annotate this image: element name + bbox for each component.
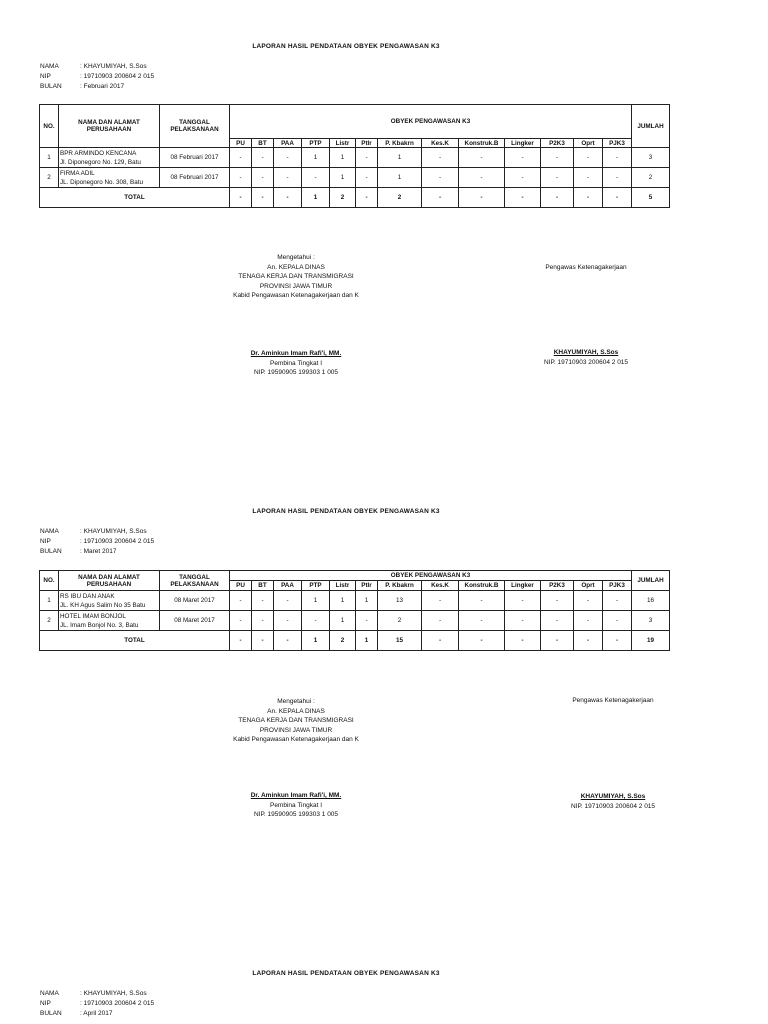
header-date: TANGGAL PELAKSANAAN bbox=[160, 571, 230, 591]
row-value: 2 bbox=[378, 611, 422, 631]
row-total: 3 bbox=[632, 611, 670, 631]
row-value: 1 bbox=[356, 591, 378, 611]
signature-left-name bbox=[196, 791, 396, 820]
signature-line: TENAGA KERJA DAN TRANSMIGRASI bbox=[238, 717, 354, 725]
row-total: 2 bbox=[632, 168, 670, 188]
row-value: 1 bbox=[302, 148, 330, 168]
header-no: NO. bbox=[40, 571, 59, 591]
total-value: - bbox=[505, 631, 541, 651]
report-meta bbox=[40, 527, 154, 556]
row-value: - bbox=[541, 591, 574, 611]
total-value: - bbox=[505, 188, 541, 208]
report-title: LAPORAN HASIL PENDATAAN OBYEK PENGAWASAN K3 bbox=[252, 508, 440, 515]
meta-key: NIP bbox=[40, 72, 51, 80]
company-address: JL. Diponegoro No. 308, Batu bbox=[60, 178, 143, 186]
signature-line: An. KEPALA DINAS bbox=[267, 263, 325, 271]
official-nip: NIP. 19590905 199303 1 005 bbox=[253, 811, 339, 819]
inspector-name: KHAYUMIYAH, S.Sos bbox=[580, 793, 646, 800]
company-name: BPR ARMINDO KENCANA bbox=[60, 149, 137, 157]
header-col: Konstruk.B bbox=[459, 139, 505, 148]
total-value: 1 bbox=[302, 188, 330, 208]
signature-left bbox=[196, 697, 396, 745]
row-value: - bbox=[505, 591, 541, 611]
row-value: - bbox=[356, 611, 378, 631]
total-value: - bbox=[574, 631, 603, 651]
row-value: - bbox=[603, 611, 632, 631]
official-nip: NIP. 19590905 199303 1 005 bbox=[253, 369, 339, 377]
row-value: - bbox=[422, 611, 459, 631]
row-value: - bbox=[603, 168, 632, 188]
total-value: - bbox=[541, 631, 574, 651]
row-value: 1 bbox=[378, 148, 422, 168]
company-name: RS IBU DAN ANAK bbox=[60, 592, 115, 600]
row-value: - bbox=[356, 148, 378, 168]
total-value: - bbox=[422, 631, 459, 651]
header-col: Lingker bbox=[505, 139, 541, 148]
total-row bbox=[40, 188, 670, 208]
header-col: Ptlr bbox=[356, 581, 378, 591]
signature-left bbox=[196, 253, 396, 301]
total-value: - bbox=[574, 188, 603, 208]
table-row bbox=[40, 168, 670, 188]
meta-value: : KHAYUMIYAH, S.Sos bbox=[80, 63, 147, 70]
header-col: P. Kbakrn bbox=[378, 139, 422, 148]
company-address: Jl. Diponegoro No. 129, Batu bbox=[60, 158, 141, 166]
total-value: - bbox=[274, 631, 302, 651]
company-cell bbox=[59, 148, 160, 168]
header-name: NAMA DAN ALAMAT PERUSAHAAN bbox=[59, 105, 160, 148]
header-col: PU bbox=[230, 139, 252, 148]
meta-key: NIP bbox=[40, 999, 51, 1007]
row-value: - bbox=[505, 148, 541, 168]
header-col: P2K3 bbox=[541, 139, 574, 148]
meta-value: : KHAYUMIYAH, S.Sos bbox=[80, 990, 147, 997]
inspector-title: Pengawas Ketenagakerjaan bbox=[545, 264, 627, 271]
total-value: - bbox=[230, 188, 252, 208]
row-value: - bbox=[459, 148, 505, 168]
header-col: PU bbox=[230, 581, 252, 591]
inspector-title: Pengawas Ketenagakerjaan bbox=[572, 697, 654, 704]
official-rank: Pembina Tingkat I bbox=[269, 801, 323, 809]
row-value: 13 bbox=[378, 591, 422, 611]
row-value: 1 bbox=[378, 168, 422, 188]
row-no: 1 bbox=[40, 148, 59, 168]
row-value: - bbox=[274, 148, 302, 168]
row-value: 1 bbox=[330, 168, 356, 188]
official-name: Dr. Aminkun Imam Rafi'i, MM. bbox=[250, 350, 342, 357]
k3-table bbox=[39, 104, 670, 208]
company-cell bbox=[59, 591, 160, 611]
meta-row bbox=[40, 1009, 154, 1019]
header-col: P2K3 bbox=[541, 581, 574, 591]
inspector-nip: NIP. 19710903 200604 2 015 bbox=[543, 358, 629, 366]
report-title: LAPORAN HASIL PENDATAAN OBYEK PENGAWASAN K3 bbox=[252, 970, 440, 977]
total-value: 1 bbox=[356, 631, 378, 651]
row-no: 1 bbox=[40, 591, 59, 611]
row-value: - bbox=[574, 168, 603, 188]
header-jumlah: JUMLAH bbox=[632, 571, 670, 591]
row-value: - bbox=[274, 611, 302, 631]
meta-row bbox=[40, 62, 154, 72]
meta-key: BULAN bbox=[40, 1009, 62, 1017]
row-value: - bbox=[603, 148, 632, 168]
total-value: 2 bbox=[330, 631, 356, 651]
header-col: Listr bbox=[330, 139, 356, 148]
row-value: - bbox=[252, 168, 274, 188]
company-name: FIRMA ADIL bbox=[60, 169, 95, 177]
row-date: 08 Maret 2017 bbox=[160, 611, 230, 631]
total-value: - bbox=[230, 631, 252, 651]
meta-value: : Maret 2017 bbox=[80, 547, 117, 555]
row-value: - bbox=[505, 168, 541, 188]
meta-row bbox=[40, 989, 154, 999]
row-value: - bbox=[459, 168, 505, 188]
header-jumlah: JUMLAH bbox=[632, 105, 670, 148]
meta-key: NIP bbox=[40, 537, 51, 545]
signature-line: Mengetahui : bbox=[277, 254, 315, 261]
row-value: - bbox=[230, 148, 252, 168]
row-value: - bbox=[422, 148, 459, 168]
row-value: - bbox=[459, 591, 505, 611]
total-value: - bbox=[459, 631, 505, 651]
header-col: Kes.K bbox=[422, 581, 459, 591]
header-col: Lingker bbox=[505, 581, 541, 591]
table-row bbox=[40, 611, 670, 631]
row-value: - bbox=[422, 591, 459, 611]
row-value: - bbox=[252, 591, 274, 611]
header-no: NO. bbox=[40, 105, 59, 148]
row-value: - bbox=[541, 148, 574, 168]
meta-row bbox=[40, 537, 154, 547]
header-row bbox=[40, 105, 670, 139]
meta-value: : 19710903 200604 2 015 bbox=[80, 537, 155, 545]
row-value: - bbox=[252, 148, 274, 168]
signature-right bbox=[506, 263, 666, 273]
header-date: TANGGAL PELAKSANAAN bbox=[160, 105, 230, 148]
inspector-name: KHAYUMIYAH, S.Sos bbox=[553, 349, 619, 356]
row-total: 3 bbox=[632, 148, 670, 168]
row-no: 2 bbox=[40, 168, 59, 188]
total-value: - bbox=[603, 631, 632, 651]
header-obyek: OBYEK PENGAWASAN K3 bbox=[230, 105, 632, 139]
signature-line: Kabid Pengawasan Ketenagakerjaan dan K bbox=[233, 292, 359, 300]
total-value: - bbox=[422, 188, 459, 208]
total-value: - bbox=[541, 188, 574, 208]
header-col: Konstruk.B bbox=[459, 581, 505, 591]
row-value: - bbox=[505, 611, 541, 631]
meta-value: : 19710903 200604 2 015 bbox=[80, 72, 155, 80]
company-cell bbox=[59, 611, 160, 631]
meta-row bbox=[40, 82, 154, 92]
header-row bbox=[40, 571, 670, 581]
table-row bbox=[40, 148, 670, 168]
row-value: - bbox=[459, 611, 505, 631]
report-meta bbox=[40, 62, 154, 91]
signature-line: Kabid Pengawasan Ketenagakerjaan dan K bbox=[233, 736, 359, 744]
signature-right bbox=[533, 696, 693, 706]
header-col: P. Kbakrn bbox=[378, 581, 422, 591]
signature-line: PROVINSI JAWA TIMUR bbox=[259, 282, 333, 290]
meta-row bbox=[40, 547, 154, 557]
row-value: - bbox=[274, 591, 302, 611]
grand-total: 19 bbox=[632, 631, 670, 651]
total-value: 15 bbox=[378, 631, 422, 651]
signature-left-name bbox=[196, 349, 396, 378]
row-date: 08 Februari 2017 bbox=[160, 168, 230, 188]
total-value: 1 bbox=[302, 631, 330, 651]
total-label: TOTAL bbox=[40, 188, 230, 208]
header-obyek: OBYEK PENGAWASAN K3 bbox=[230, 571, 632, 581]
row-value: - bbox=[574, 591, 603, 611]
row-value: 1 bbox=[330, 148, 356, 168]
row-value: - bbox=[574, 148, 603, 168]
row-no: 2 bbox=[40, 611, 59, 631]
header-col: Oprt bbox=[574, 581, 603, 591]
row-value: - bbox=[230, 591, 252, 611]
meta-value: : KHAYUMIYAH, S.Sos bbox=[80, 528, 147, 535]
total-value: 2 bbox=[378, 188, 422, 208]
company-name: HOTEL IMAM BONJOL bbox=[60, 612, 126, 620]
row-value: 1 bbox=[302, 591, 330, 611]
header-name: NAMA DAN ALAMAT PERUSAHAAN bbox=[59, 571, 160, 591]
header-col: PTP bbox=[302, 139, 330, 148]
report-title: LAPORAN HASIL PENDATAAN OBYEK PENGAWASAN K3 bbox=[252, 43, 440, 50]
row-value: - bbox=[302, 168, 330, 188]
meta-row bbox=[40, 527, 154, 537]
table-row bbox=[40, 591, 670, 611]
meta-row bbox=[40, 72, 154, 82]
total-value: - bbox=[252, 631, 274, 651]
header-col: Kes.K bbox=[422, 139, 459, 148]
row-value: - bbox=[230, 611, 252, 631]
header-col: PAA bbox=[274, 139, 302, 148]
row-value: - bbox=[252, 611, 274, 631]
total-value: - bbox=[274, 188, 302, 208]
header-col: Oprt bbox=[574, 139, 603, 148]
row-value: 1 bbox=[330, 611, 356, 631]
grand-total: 5 bbox=[632, 188, 670, 208]
signature-right-name bbox=[506, 348, 666, 367]
row-date: 08 Februari 2017 bbox=[160, 148, 230, 168]
meta-row bbox=[40, 999, 154, 1009]
official-rank: Pembina Tingkat I bbox=[269, 359, 323, 367]
row-date: 08 Maret 2017 bbox=[160, 591, 230, 611]
signature-line: Mengetahui : bbox=[277, 698, 315, 705]
row-value: - bbox=[541, 611, 574, 631]
header-col: PTP bbox=[302, 581, 330, 591]
row-value: - bbox=[274, 168, 302, 188]
row-value: - bbox=[541, 168, 574, 188]
meta-value: : 19710903 200604 2 015 bbox=[80, 999, 155, 1007]
header-col: BT bbox=[252, 139, 274, 148]
total-value: 2 bbox=[330, 188, 356, 208]
meta-key: NAMA bbox=[40, 990, 59, 997]
header-col: Ptlr bbox=[356, 139, 378, 148]
meta-key: NAMA bbox=[40, 528, 59, 535]
header-col: PJK3 bbox=[603, 139, 632, 148]
row-value: - bbox=[356, 168, 378, 188]
row-value: - bbox=[422, 168, 459, 188]
header-col: Listr bbox=[330, 581, 356, 591]
row-value: - bbox=[603, 591, 632, 611]
meta-value: : Februari 2017 bbox=[80, 82, 125, 90]
row-total: 16 bbox=[632, 591, 670, 611]
header-col: BT bbox=[252, 581, 274, 591]
company-cell bbox=[59, 168, 160, 188]
signature-right-name bbox=[533, 792, 693, 811]
total-row bbox=[40, 631, 670, 651]
report-meta bbox=[40, 989, 154, 1018]
row-value: - bbox=[574, 611, 603, 631]
total-value: - bbox=[459, 188, 505, 208]
signature-line: PROVINSI JAWA TIMUR bbox=[259, 726, 333, 734]
meta-value: : April 2017 bbox=[80, 1009, 113, 1017]
header-col: PAA bbox=[274, 581, 302, 591]
total-value: - bbox=[603, 188, 632, 208]
meta-key: NAMA bbox=[40, 63, 59, 70]
official-name: Dr. Aminkun Imam Rafi'i, MM. bbox=[250, 792, 342, 799]
inspector-nip: NIP. 19710903 200604 2 015 bbox=[570, 802, 656, 810]
row-value: - bbox=[230, 168, 252, 188]
total-value: - bbox=[252, 188, 274, 208]
header-col: PJK3 bbox=[603, 581, 632, 591]
row-value: - bbox=[302, 611, 330, 631]
total-value: - bbox=[356, 188, 378, 208]
meta-key: BULAN bbox=[40, 82, 62, 90]
signature-line: TENAGA KERJA DAN TRANSMIGRASI bbox=[238, 273, 354, 281]
company-address: JL. Imam Bonjol No. 3, Batu bbox=[60, 621, 139, 629]
signature-line: An. KEPALA DINAS bbox=[267, 707, 325, 715]
row-value: 1 bbox=[330, 591, 356, 611]
k3-table bbox=[39, 570, 670, 651]
meta-key: BULAN bbox=[40, 547, 62, 555]
company-address: JL. KH Agus Salim No 35 Batu bbox=[60, 601, 146, 609]
total-label: TOTAL bbox=[40, 631, 230, 651]
